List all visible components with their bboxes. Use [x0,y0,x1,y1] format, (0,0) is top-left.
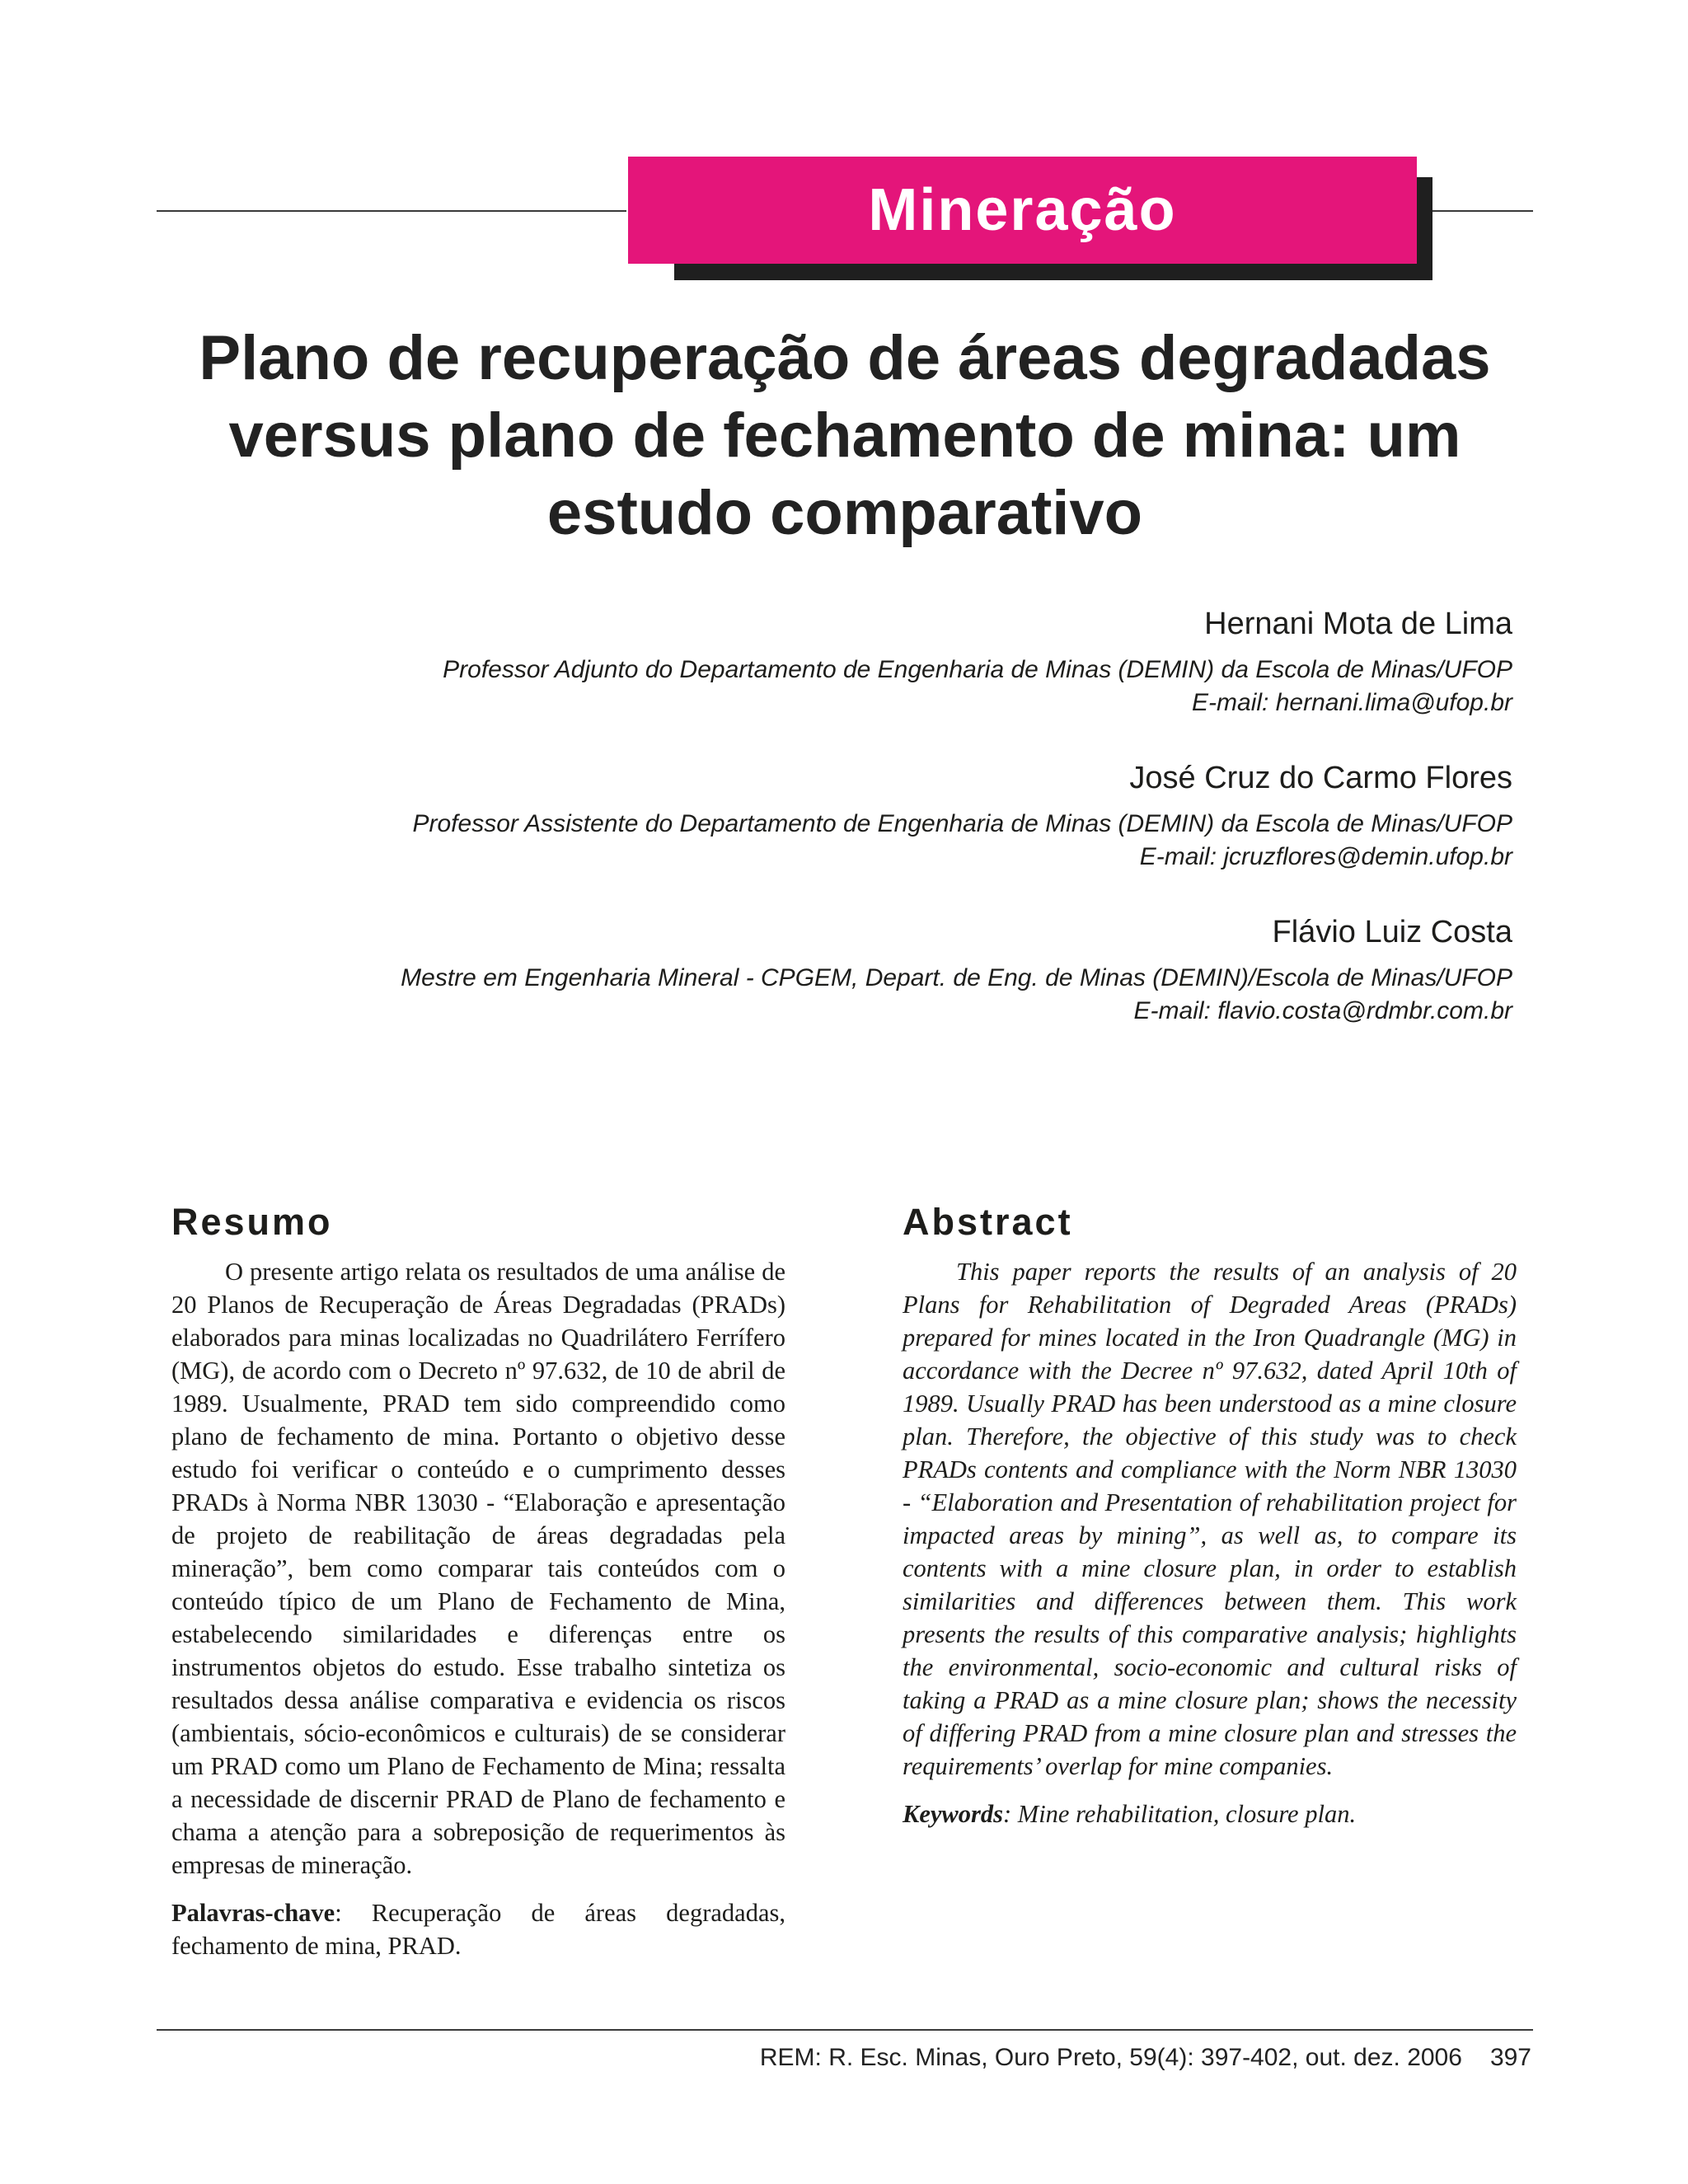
keywords-text: : Mine rehabilitation, closure plan. [1003,1800,1357,1828]
author-email: E-mail: jcruzflores@demin.ufop.br [1139,843,1512,870]
abstract-heading: Abstract [903,1201,1073,1243]
top-rule-right [1430,210,1533,212]
author-affiliation: Professor Assistente do Departamento de Engenharia de Minas (DEMIN) da Escola de Minas/UFOP [412,810,1512,837]
author-block [412,760,1512,874]
author-block [443,606,1512,719]
keywords-label: Keywords [903,1800,1003,1828]
author-affiliation: Professor Adjunto do Departamento de Engenharia de Minas (DEMIN) da Escola de Minas/UFOP [443,656,1512,683]
page-number: 397 [1489,2044,1531,2071]
footer-citation: REM: R. Esc. Minas, Ouro Preto, 59(4): 397-402, out. dez. 2006 [759,2044,1462,2071]
article-title [157,320,1533,552]
author-email: E-mail: flavio.costa@rdmbr.com.br [1133,997,1512,1024]
resumo-column [171,1199,785,1962]
author-name: José Cruz do Carmo Flores [1129,761,1512,795]
author-block [401,914,1512,1028]
author-name: Hernani Mota de Lima [1204,607,1512,641]
abstract-body: This paper reports the results of an analysis of 20 Plans for Rehabilitation of Degraded Areas (PRADs) prepared for mines located in the Iron Quadrangle (MG) in accordance with the Decree nº 97.632, dated April 10th of 1989. Usually PRAD has been understood as a mine closure plan. Therefore, the objective of this study was to check PRADs contents and compliance with the Norm NBR 13030 - “Elaboration and Presentation of rehabilitation project for impacted areas by mining”, as well as, to compare its contents with a mine closure plan, in order to establish similarities and differences between them. This work presents the results of this comparative analysis; highlights the environmental, socio-economic and cultural risks of taking a PRAD as a mine closure plan; shows the necessity of differing PRAD from a mine closure plan and stresses the requirements’ overlap for mine companies. [903,1258,1517,1780]
resumo-keywords [171,1896,785,1962]
title-line: versus plano de fechamento de mina: um [228,401,1461,471]
resumo-heading: Resumo [171,1201,333,1243]
keywords-label: Palavras-chave [171,1899,335,1927]
resumo-body: O presente artigo relata os resultados de uma análise de 20 Planos de Recuperação de Áreas Degradadas (PRADs) elaborados para minas localizadas no Quadrilátero Ferrífero (MG), de acordo com o Decreto nº 97.632, de 10 de abril de 1989. Usualmente, PRAD tem sido compreendido como plano de fechamento de mina. Portanto o objetivo desse estudo foi verificar o conteúdo e o cumprimento desses PRADs à Norma NBR 13030 - “Elaboração e apresentação de projeto de reabilitação de áreas degradadas pela mineração”, bem como comparar tais conteúdos com o conteúdo típico de um Plano de Fechamento de Mina, estabelecendo similaridades e diferenças entre os instrumentos objetos do estudo. Esse trabalho sintetiza os resultados dessa análise comparativa e evidencia os riscos (ambientais, sócio-econômicos e culturais) de se considerar um PRAD como um Plano de Fechamento de Mina; ressalta a necessidade de discernir PRAD de Plano de fechamento e chama a atenção para a sobreposição de requerimentos às empresas de mineração. [171,1258,785,1879]
title-line: estudo comparativo [546,478,1143,548]
author-name: Flávio Luiz Costa [1272,915,1512,949]
top-rule-left [157,210,626,212]
abstract-keywords [903,1797,1517,1830]
bottom-rule [157,2029,1533,2031]
abstract-column [903,1199,1517,1830]
keywords-text: : Recuperação de áreas degradadas, fechamento de mina, PRAD. [171,1899,785,1960]
footer [760,2044,1531,2072]
author-email: E-mail: hernani.lima@ufop.br [1192,689,1512,716]
section-banner: Mineração [628,157,1417,264]
author-affiliation: Mestre em Engenharia Mineral - CPGEM, Depart. de Eng. de Minas (DEMIN)/Escola de Minas/UFOP [401,964,1512,991]
title-line: Plano de recuperação de áreas degradadas [199,323,1491,393]
